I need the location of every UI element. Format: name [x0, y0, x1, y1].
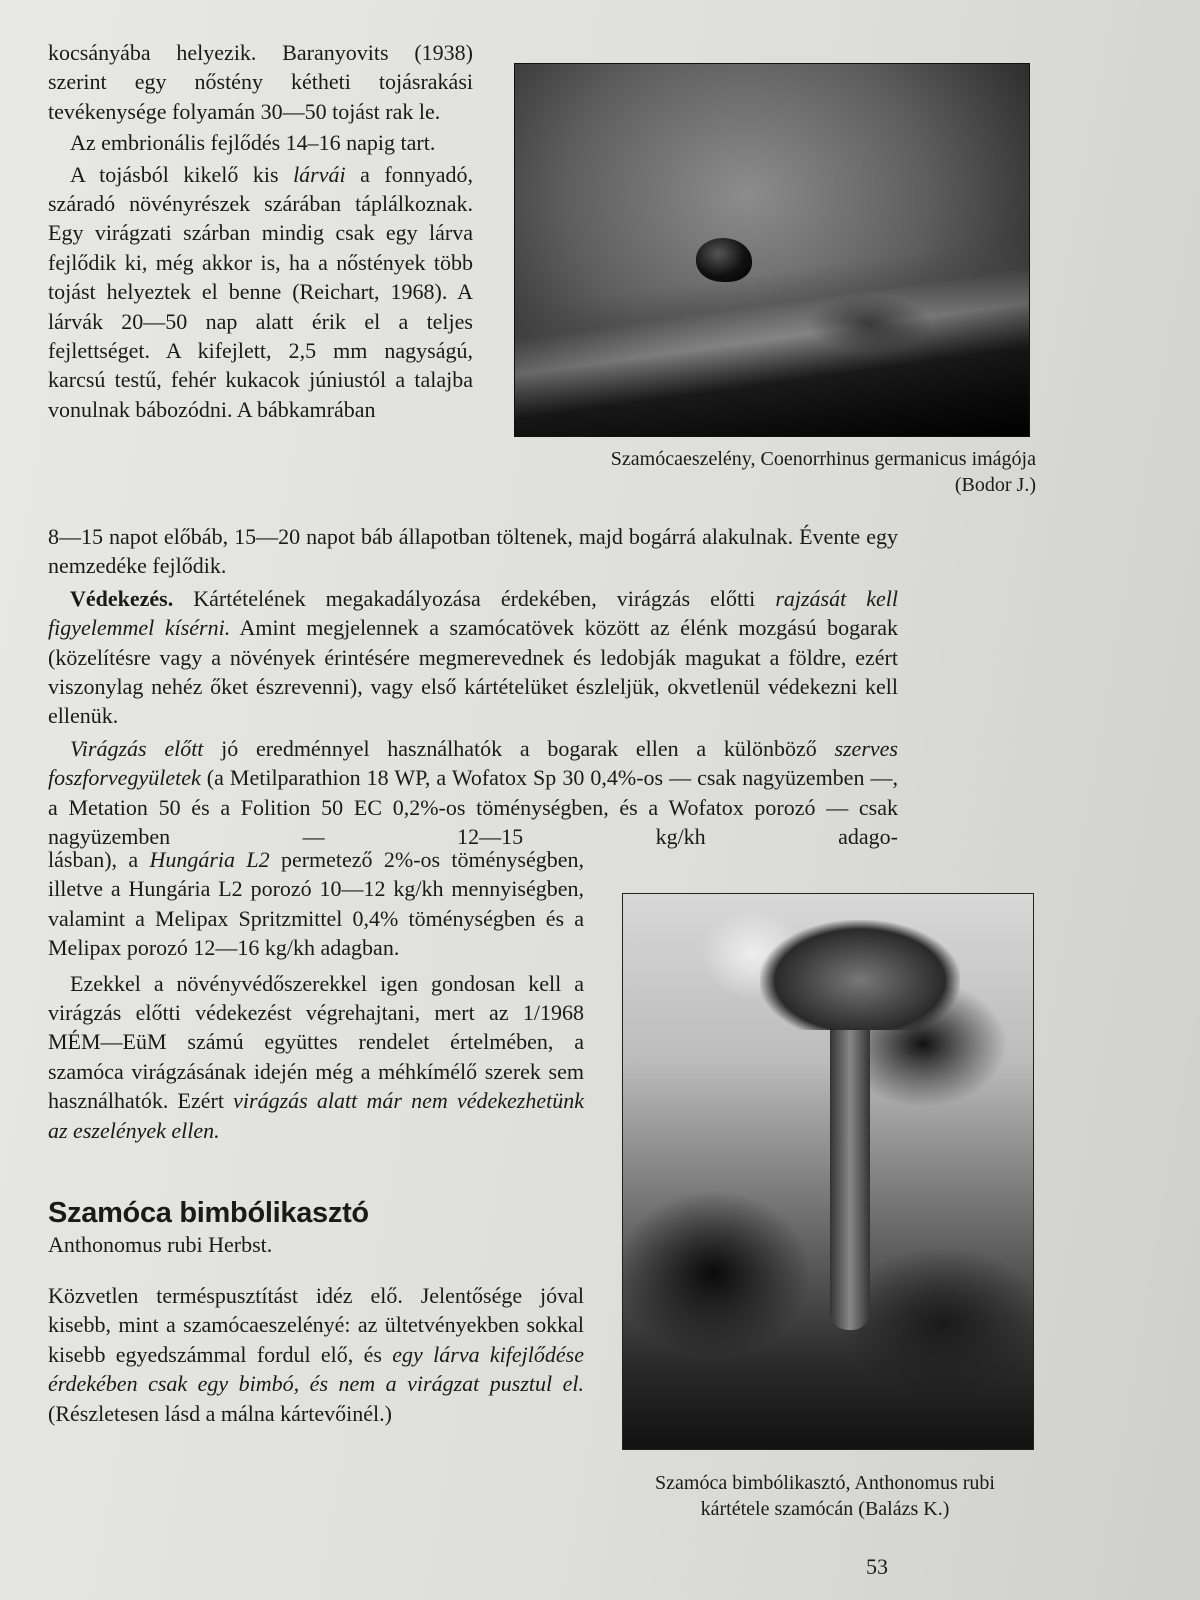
photo1-caption-line1: Szamócaeszelény, Coenorrhinus germanicus imágója: [610, 448, 1036, 470]
beetle-photo: [514, 63, 1030, 437]
paragraph-caution: Ezekkel a növényvédőszerekkel igen gondosan kell a virágzás előtti védekezést végrehajtani, mert az 1/1968 MÉM—EüM számú együttes rendelet értelmében, a szamóca virágzásának idején még a méhkímélő szerek sem használhatók. Ezért virágzás alatt már nem védekezhetünk az eszelények ellen.: [48, 970, 584, 1143]
photo1-caption: [516, 446, 1036, 498]
photo2-caption: [600, 1470, 1050, 1522]
strawberry-stem: [830, 1000, 870, 1330]
page-number: 53: [866, 1554, 888, 1579]
strawberry-flower-cluster: [760, 920, 960, 1030]
text-column-top: [48, 38, 473, 424]
photo2-caption-line1: Szamóca bimbólikasztó, Anthonomus rubi: [655, 1472, 995, 1494]
paragraph-embryo: Az embrionális fejlődés 14–16 napig tart.: [70, 130, 436, 156]
paragraph-protection: Védekezés. Kártételének megakadályozása érdekében, virágzás előtti rajzását kell figyelemmel kísérni. Amint megjelennek a szamócatövek között az élénk mozgású bogarak (közelítésre vagy a növények érintésére megmerevednek és ledobják magukat a földre, ezért viszonylag nehéz őket észrevenni), vagy első kártételüket észleljük, okvetlenül védekezni kell ellenük.: [48, 585, 899, 729]
paragraph-before-flowering: Virágzás előtt jó eredménnyel használhatók a bogarak ellen a különböző szerves foszforvegyületek (a Metilparathion 18 WP, a Wofatox Sp 30 0,4%-os — csak nagyüzemben —, a Metation 50 és a Folition 50 EC 0,2%-os töménységben, és a Wofatox porozó — csak nagyüzemben — 12—15 kg/kh adago-: [48, 735, 898, 850]
photo2-caption-line2: kártétele szamócán (Balázs K.): [700, 1498, 950, 1520]
paragraph-bud-weevil: Közvetlen terméspusztítást idéz elő. Jelentősége jóval kisebb, mint a szamócaeszelényé: az ültetvényekben sokkal kisebb egyedszámmal fordul elő, és egy lárva kifejlődése érdekében csak egy bimbó, és nem a virágzat pusztul el. (Részletesen lásd a málna kártevőinél.): [48, 1283, 584, 1426]
paragraph-eggs: kocsányába helyezik. Baranyovits (1938) szerint egy nőstény kétheti tojásrakási tevékenysége folyamán 30—50 tojást rak le.: [48, 40, 473, 124]
photo1-caption-line2: (Bodor J.): [954, 474, 1036, 496]
text-full-width: [48, 522, 898, 851]
beetle-figure: [696, 238, 752, 282]
section-heading: Szamóca bimbólikasztó: [48, 1197, 369, 1230]
latin-name: Anthonomus rubi Herbst.: [48, 1232, 273, 1258]
text-column-bottom: [48, 845, 584, 1428]
paragraph-hungaria: lásban), a Hungária L2 permetező 2%-os töménységben, illetve a Hungária L2 porozó 10—12 kg/kh mennyiségben, valamint a Melipax Spritzmittel 0,4% töménységben és a Melipax porozó 12—16 kg/kh adagban.: [48, 847, 585, 961]
paragraph-pupation: 8—15 napot előbáb, 15—20 napot báb állapotban töltenek, majd bogárrá alakulnak. Évente egy nemzedéke fejlődik.: [48, 524, 898, 579]
paragraph-larvae: A tojásból kikelő kis lárvái a fonnyadó, száradó növényrészek szárában táplálkoznak. Egy virágzati szárban mindig csak egy lárva fejlődik ki, még akkor is, ha a nőstények több tojást helyeztek el benne (Reichart, 1968). A lárvák 20—50 nap alatt érik el a teljes fejlettséget. A kifejlett, 2,5 mm nagyságú, karcsú testű, fehér kukacok júniustól a talajba vonulnak bábozódni. A bábkamrában: [48, 161, 474, 422]
